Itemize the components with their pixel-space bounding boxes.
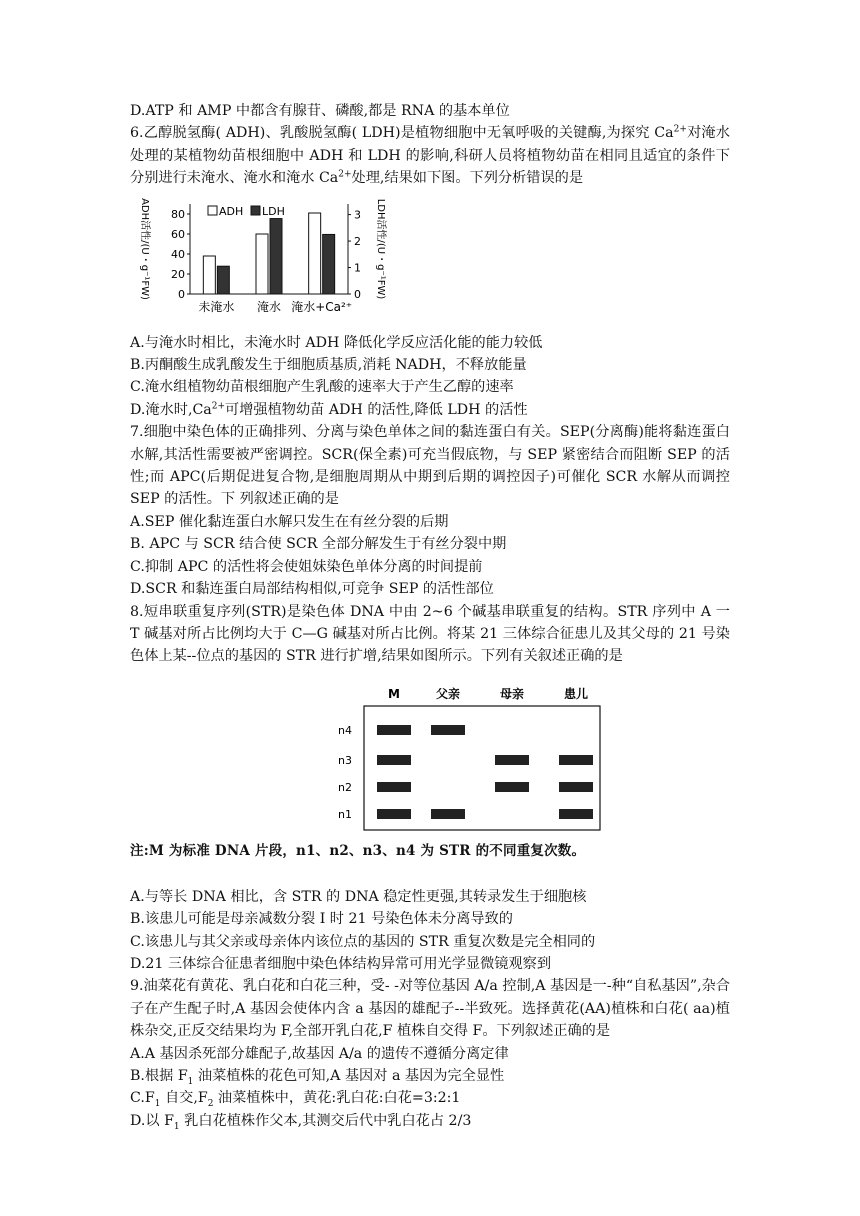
text: B.该患儿可能是母亲减数分裂 I 时 21 号染色体未分离导致的: [130, 911, 513, 928]
subscript: 1: [173, 1121, 180, 1132]
q5-option-d: [130, 100, 730, 122]
subscript: 2: [207, 1099, 214, 1110]
adh-ldh-bar-chart: [130, 196, 410, 328]
text: 乳白花植株作父本,其测交后代中乳白花占 2/3: [179, 1112, 472, 1129]
text: 6.乙醇脱氢酶( ADH)、乳酸脱氢酶( LDH)是植物细胞中无氧呼吸的关键酶,为探究 Ca: [130, 125, 674, 142]
left-tick-label: 80: [171, 207, 185, 221]
text: 油菜植株中，黄花:乳白花:白花=3:2:1: [213, 1090, 461, 1107]
gel-band: [431, 725, 465, 735]
text: C.淹水组植物幼苗根细胞产生乳酸的速率大于产生乙醇的速率: [130, 379, 514, 396]
text: A.A 基因杀死部分雄配子,故基因 A/a 的遗传不遵循分离定律: [130, 1045, 509, 1062]
q7-stem: [130, 421, 730, 511]
text: A.SEP 催化黏连蛋白水解只发生在有丝分裂的后期: [130, 513, 449, 530]
q8-stem: [130, 601, 730, 668]
q6-option-a: [130, 332, 730, 354]
q9-option-b: [130, 1065, 730, 1087]
gel-column-label: M: [388, 686, 400, 701]
text: C.抑制 APC 的活性将会使姐妹染色单体分离的时间提前: [130, 558, 483, 575]
gel-row-label: n1: [338, 807, 352, 821]
q9-option-c: [130, 1087, 730, 1109]
text: 自交,F: [160, 1090, 208, 1107]
bar-adh: [309, 213, 321, 294]
category-label: 淹水+Ca²⁺: [291, 299, 353, 314]
gel-column-label: 母亲: [499, 686, 525, 701]
q7-option-a: [130, 511, 730, 533]
bar-adh: [256, 234, 268, 294]
q7-option-b: [130, 533, 730, 555]
bar-ldh: [323, 234, 335, 294]
text: 7.细胞中染色体的正确排列、分离与染色单体之间的黏连蛋白有关。SEP(分离酶)能将黏连蛋白水解,其活性需要被严密调控。SCR(保全素)可充当假底物，与 SEP 紧密结合而阻断 SEP 的活性;而 APC(后期促进复合物,是细胞周期从中期到后期的调控因子)可催化 SCR 水解从而调控 SEP 的活性。下 列叙述正确的是: [130, 424, 730, 508]
gel-band: [559, 809, 593, 819]
left-tick-label: 60: [171, 227, 185, 241]
q7-option-c: [130, 556, 730, 578]
left-tick-label: 20: [171, 267, 185, 281]
gel-band: [377, 809, 411, 819]
text: D.SCR 和黏连蛋白局部结构相似,可竞争 SEP 的活性部位: [130, 581, 494, 598]
text: D.ATP 和 AMP 中都含有腺苷、磷酸,都是 RNA 的基本单位: [130, 103, 510, 119]
text: C.F: [130, 1090, 155, 1107]
q9-stem: [130, 975, 730, 1042]
exam-page: [130, 100, 730, 1132]
gel-band: [559, 755, 593, 765]
right-tick-label: 2: [354, 234, 361, 248]
gel-band: [377, 755, 411, 765]
legend-ldh-label: LDH: [262, 204, 285, 218]
legend-ldh-swatch: [251, 206, 260, 215]
text: A.与淹水时相比，未淹水时 ADH 降低化学反应活化能的能力较低: [130, 334, 543, 351]
subscript: 1: [154, 1099, 161, 1110]
q6-option-d: [130, 399, 730, 421]
text: B.根据 F: [130, 1067, 188, 1084]
text: B.丙酮酸生成乳酸发生于细胞质基质,消耗 NADH，不释放能量: [130, 357, 527, 374]
gel-band: [495, 782, 529, 792]
gel-band: [431, 809, 465, 819]
subscript: 1: [187, 1076, 194, 1087]
gel-row-label: n3: [338, 753, 352, 767]
text: D.21 三体综合征患者细胞中染色体结构异常可用光学显微镜观察到: [130, 955, 552, 972]
q6-stem: [130, 122, 730, 189]
str-gel-figure: [130, 676, 730, 884]
left-tick-label: 0: [178, 287, 185, 301]
bar-ldh: [217, 266, 229, 294]
superscript: 2+: [338, 169, 352, 180]
text: D.淹水时,Ca: [130, 401, 212, 418]
superscript: 2+: [673, 124, 687, 135]
text: 9.油菜花有黄花、乳白花和白花三种，受- -对等位基因 A/a 控制,A 基因是一-种“自私基因”,杂合子在产生配子时,A 基因会使体内含 a 基因的雄配子--半致死。选择黄花(AA)植株和白花( aa)植株杂交,正反交结果均为 F,全部开乳白花,F 植株自交得 F。下列叙述正确的是: [130, 978, 730, 1040]
y-right-label: LDH活性/(U・g⁻¹FW): [375, 198, 386, 299]
text: 处理,结果如下图。下列分析错误的是: [351, 170, 584, 187]
legend-adh-label: ADH: [219, 204, 244, 218]
q9-option-a: [130, 1043, 730, 1065]
gel-row-label: n4: [338, 723, 352, 737]
text: C.该患儿与其父亲或母亲体内该位点的基因的 STR 重复次数是完全相同的: [130, 933, 596, 950]
q8-option-d: [130, 953, 730, 975]
gel-row-label: n2: [338, 780, 352, 794]
q6-option-b: [130, 354, 730, 376]
gel-note: 注:M 为标准 DNA 片段，n1、n2、n3、n4 为 STR 的不同重复次数。: [130, 842, 586, 859]
legend-adh-swatch: [208, 206, 217, 215]
q8-option-c: [130, 931, 730, 953]
right-tick-label: 3: [354, 208, 361, 222]
text: 油菜植株的花色可知,A 基因对 a 基因为完全显性: [193, 1067, 505, 1084]
right-tick-label: 1: [354, 261, 361, 275]
q9-option-d: [130, 1110, 730, 1132]
category-label: 淹水: [256, 299, 282, 314]
left-tick-label: 40: [171, 247, 185, 261]
bar-adh: [203, 256, 215, 294]
category-label: 未淹水: [198, 299, 235, 314]
gel-column-label: 父亲: [435, 686, 461, 701]
q8-option-b: [130, 908, 730, 930]
gel-svg: [130, 676, 730, 836]
text: B. APC 与 SCR 结合使 SCR 全部分解发生于有丝分裂中期: [130, 536, 507, 553]
text: 对淹水处理的某植物幼苗根细胞中 ADH 和 LDH 的影响,科研人员将植物幼苗在相同且适宜的条件下分别进行未淹水、淹水和淹水 Ca: [130, 125, 730, 187]
bar-ldh: [270, 218, 282, 293]
q7-option-d: [130, 578, 730, 600]
text: A.与等长 DNA 相比，含 STR 的 DNA 稳定性更强,其转录发生于细胞核: [130, 888, 587, 905]
superscript: 2+: [211, 401, 226, 412]
right-tick-label: 0: [354, 287, 361, 301]
q6-option-c: [130, 376, 730, 398]
y-left-label: ADH活性/(U・g⁻¹FW): [139, 197, 150, 300]
gel-band: [559, 782, 593, 792]
text: 8.短串联重复序列(STR)是染色体 DNA 中由 2~6 个碱基串联重复的结构。STR 序列中 A 一 T 碱基对所占比例均大于 C—G 碱基对所占比例。将某 21 三体综合征患儿及其父母的 21 号染色体上某--位点的基因的 STR 进行扩增,结果如图所示。下列有关叙述正确的是: [130, 603, 730, 665]
gel-column-label: 患儿: [563, 686, 589, 701]
text: D.以 F: [130, 1112, 174, 1129]
gel-band: [377, 782, 411, 792]
q8-option-a: [130, 886, 730, 908]
gel-band: [495, 755, 529, 765]
gel-band: [377, 725, 411, 735]
text: 可增强植物幼苗 ADH 的活性,降低 LDH 的活性: [225, 401, 528, 418]
chart-svg: [130, 196, 410, 328]
